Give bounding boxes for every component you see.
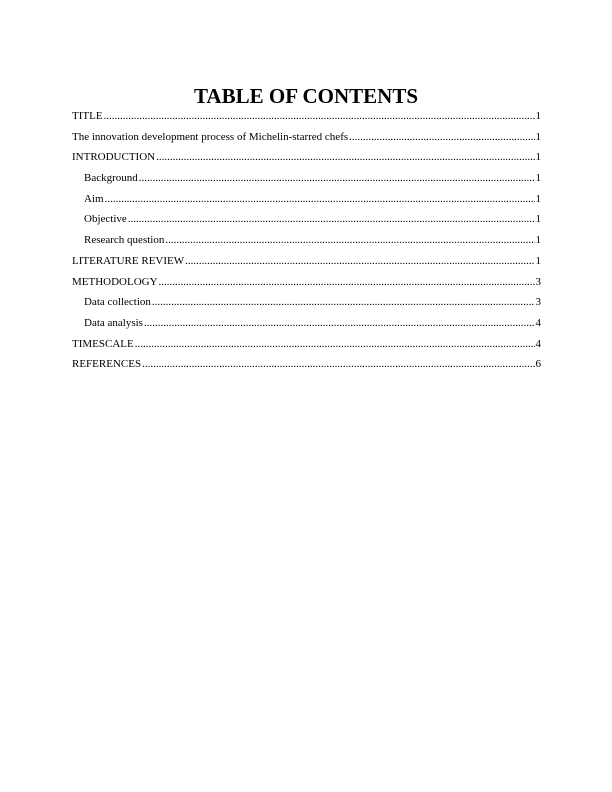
toc-dot-leader: [156, 150, 534, 164]
toc-entry-innovation-process[interactable]: [72, 129, 541, 150]
page-title: TABLE OF CONTENTS: [193, 84, 419, 108]
toc-entry-research-question[interactable]: [72, 232, 541, 253]
toc-entry-label: LITERATURE REVIEW: [72, 254, 185, 267]
toc-dot-leader: [165, 233, 534, 247]
toc-dot-leader: [152, 295, 535, 309]
toc-entry-objective[interactable]: [72, 211, 541, 232]
toc-entry-background[interactable]: [72, 170, 541, 191]
toc-page-number: 1: [535, 234, 541, 247]
toc-dot-leader: [135, 337, 535, 351]
toc-entry-label: Data collection: [84, 296, 151, 309]
toc-dot-leader: [159, 275, 535, 289]
toc-dot-leader: [185, 254, 534, 268]
toc-page-number: 6: [535, 358, 541, 371]
toc-dot-leader: [128, 212, 535, 226]
toc-list: [72, 108, 541, 377]
toc-entry-label: INTRODUCTION: [72, 151, 156, 164]
toc-page-number: 1: [535, 254, 541, 267]
toc-dot-leader: [349, 130, 534, 144]
toc-dot-leader: [144, 316, 535, 330]
toc-entry-literature-review[interactable]: [72, 253, 541, 274]
toc-dot-leader: [105, 192, 535, 206]
toc-dot-leader: [142, 357, 534, 371]
toc-page-number: 1: [535, 151, 541, 164]
toc-entry-aim[interactable]: [72, 191, 541, 212]
toc-entry-methodology[interactable]: [72, 274, 541, 295]
toc-entry-label: Objective: [84, 213, 127, 226]
toc-entry-timescale[interactable]: [72, 336, 541, 357]
toc-entry-label: The innovation development process of Michelin-starred chefs: [72, 130, 349, 143]
toc-entry-label: TIMESCALE: [72, 337, 134, 350]
toc-page-number: 4: [535, 337, 541, 350]
toc-page-number: 4: [535, 316, 541, 329]
toc-entry-label: METHODOLOGY: [72, 275, 158, 288]
toc-dot-leader: [104, 109, 535, 123]
toc-page-number: 1: [535, 213, 541, 226]
toc-entry-label: REFERENCES: [72, 358, 142, 371]
toc-entry-label: Background: [84, 172, 138, 185]
toc-entry-data-collection[interactable]: [72, 294, 541, 315]
toc-entry-data-analysis[interactable]: [72, 315, 541, 336]
toc-page-number: 3: [535, 296, 541, 309]
toc-entry-label: Research question: [84, 234, 165, 247]
toc-entry-title[interactable]: [72, 108, 541, 129]
toc-entry-label: Aim: [84, 192, 104, 205]
toc-page-number: 1: [535, 130, 541, 143]
toc-entry-label: TITLE: [72, 110, 103, 122]
toc-page-number: 3: [535, 275, 541, 288]
toc-dot-leader: [139, 171, 535, 185]
toc-entry-label: Data analysis: [84, 316, 143, 329]
toc-page-number: 1: [535, 172, 541, 185]
toc-entry-references[interactable]: [72, 356, 541, 377]
toc-page-number: 1: [535, 192, 541, 205]
toc-page-number: 1: [535, 110, 541, 122]
toc-entry-introduction[interactable]: [72, 149, 541, 170]
